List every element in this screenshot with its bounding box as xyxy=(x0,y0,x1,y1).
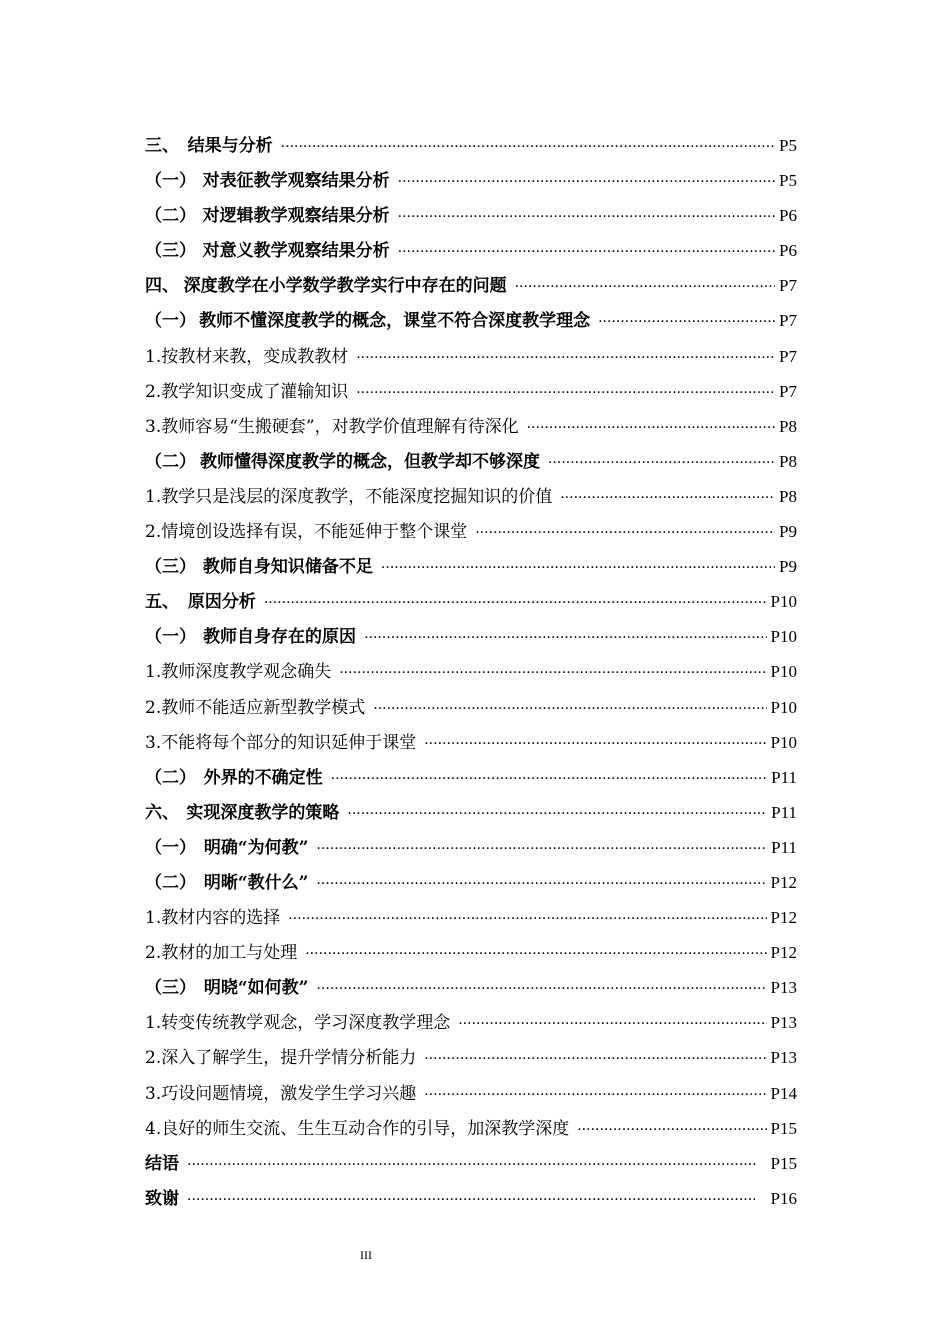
toc-entry-title: 结语 xyxy=(145,1153,179,1174)
toc-entry-number: （三） xyxy=(145,978,196,999)
toc-entry-page: P10 xyxy=(770,732,797,752)
toc-entry-number: （二） xyxy=(145,767,196,788)
toc-entry-page: P8 xyxy=(779,416,797,436)
dot-leader xyxy=(356,341,775,376)
toc-entry-title: 教师不懂深度教学的概念，课堂不符合深度教学理念 xyxy=(199,311,591,332)
toc-entry-title: 结果与分析 xyxy=(187,136,273,156)
toc-entry[interactable] xyxy=(145,233,797,268)
dot-leader xyxy=(527,411,775,446)
dot-leader xyxy=(331,762,768,797)
toc-entry[interactable] xyxy=(145,303,797,338)
toc-entry-number: （三） xyxy=(145,557,196,578)
toc-entry-page: P6 xyxy=(779,206,797,226)
toc-entry-title: 深度教学在小学数学教学实行中存在的问题 xyxy=(183,276,507,297)
toc-entry-number: （二） xyxy=(145,872,196,893)
dot-leader xyxy=(475,516,775,551)
toc-entry[interactable] xyxy=(145,654,797,689)
toc-entry-title: 3.巧设问题情境，激发学生学习兴趣 xyxy=(145,1083,417,1104)
toc-entry-title: 1.转变传统教学观念，学习深度教学理念 xyxy=(145,1013,451,1034)
toc-entry-title: 2.深入了解学生，提升学情分析能力 xyxy=(145,1048,417,1069)
toc-entry-title: 对逻辑教学观察结果分析 xyxy=(202,206,390,227)
toc-entry-title: 1.按教材来教，变成教教材 xyxy=(145,346,349,367)
toc-entry-title: 2.情境创设选择有误，不能延伸于整个课堂 xyxy=(145,522,468,543)
toc-entry-title: 外界的不确定性 xyxy=(203,767,323,788)
toc-entry-page: P12 xyxy=(770,872,797,892)
dot-leader xyxy=(347,797,767,832)
dot-leader xyxy=(373,692,766,727)
toc-entry[interactable] xyxy=(145,865,797,900)
toc-entry-page: P11 xyxy=(771,802,797,822)
toc-entry[interactable] xyxy=(145,690,797,725)
toc-entry[interactable] xyxy=(145,163,797,198)
toc-entry-page: P14 xyxy=(770,1083,797,1103)
toc-entry-number: （一） xyxy=(145,627,196,648)
toc-entry[interactable] xyxy=(145,1040,797,1075)
toc-entry-page: P15 xyxy=(770,1118,797,1138)
toc-entry-page: P8 xyxy=(779,451,797,471)
dot-leader xyxy=(288,902,766,937)
toc-entry-number: 六、 xyxy=(145,802,179,823)
toc-entry-title: 原因分析 xyxy=(187,592,256,613)
toc-entry[interactable] xyxy=(145,1111,797,1146)
toc-entry-number: 三、 xyxy=(145,136,179,156)
toc-entry[interactable] xyxy=(145,128,797,163)
toc-entry[interactable] xyxy=(145,479,797,514)
toc-entry[interactable] xyxy=(145,198,797,233)
dot-leader xyxy=(316,867,766,902)
toc-entry[interactable] xyxy=(145,584,797,619)
dot-leader xyxy=(316,972,766,1007)
toc-entry[interactable] xyxy=(145,795,797,830)
toc-entry[interactable] xyxy=(145,900,797,935)
dot-leader xyxy=(364,621,766,656)
table-of-contents xyxy=(145,128,797,1216)
toc-entry-number: （二） xyxy=(145,451,196,472)
dot-leader xyxy=(398,235,775,270)
dot-leader xyxy=(560,481,775,516)
toc-entry-page: P5 xyxy=(779,136,797,155)
toc-entry-page: P15 xyxy=(770,1153,797,1173)
toc-entry-number: （三） xyxy=(145,241,196,262)
dot-leader xyxy=(305,937,766,972)
toc-entry[interactable] xyxy=(145,1146,797,1181)
toc-entry[interactable] xyxy=(145,970,797,1005)
dot-leader xyxy=(281,130,775,165)
dot-leader xyxy=(187,1183,767,1218)
toc-entry-title: 对意义教学观察结果分析 xyxy=(202,241,390,262)
toc-entry[interactable] xyxy=(145,549,797,584)
toc-entry-page: P9 xyxy=(779,557,797,577)
dot-leader xyxy=(339,656,766,691)
toc-entry[interactable] xyxy=(145,935,797,970)
toc-entry-title: 2.教材的加工与处理 xyxy=(145,943,298,964)
toc-entry-title: 4.良好的师生交流、生生互动合作的引导，加深教学深度 xyxy=(145,1118,570,1139)
toc-entry[interactable] xyxy=(145,1005,797,1040)
toc-entry-title: 2.教师不能适应新型教学模式 xyxy=(145,697,366,718)
toc-entry[interactable] xyxy=(145,725,797,760)
toc-entry-page: P11 xyxy=(771,837,797,857)
toc-entry-title: 3.教师容易“生搬硬套”，对教学价值理解有待深化 xyxy=(145,416,519,437)
dot-leader xyxy=(398,200,775,235)
dot-leader xyxy=(458,1007,766,1042)
toc-entry-page: P10 xyxy=(770,592,797,612)
toc-entry[interactable] xyxy=(145,830,797,865)
dot-leader xyxy=(264,586,767,621)
toc-entry-page: P8 xyxy=(779,486,797,506)
toc-entry-title: 实现深度教学的策略 xyxy=(186,802,340,823)
toc-entry-number: （二） xyxy=(145,206,196,227)
toc-entry-number: （一） xyxy=(145,837,196,858)
toc-entry-title: 3.不能将每个部分的知识延伸于课堂 xyxy=(145,732,417,753)
toc-entry-title: 1.教学只是浅层的深度教学，不能深度挖掘知识的价值 xyxy=(145,486,553,507)
toc-entry-title: 致谢 xyxy=(145,1188,179,1209)
toc-entry[interactable] xyxy=(145,374,797,409)
toc-entry[interactable] xyxy=(145,268,797,303)
toc-entry[interactable] xyxy=(145,409,797,444)
toc-entry[interactable] xyxy=(145,339,797,374)
toc-entry-title: 教师自身存在的原因 xyxy=(203,627,357,648)
toc-entry-title: 1.教师深度教学观念确失 xyxy=(145,662,332,683)
toc-entry-page: P13 xyxy=(770,1048,797,1068)
toc-entry-number: （一） xyxy=(145,171,196,192)
dot-leader xyxy=(316,832,767,867)
page-number-footer: III xyxy=(360,1248,372,1262)
dot-leader xyxy=(598,305,775,340)
toc-entry-page: P11 xyxy=(771,767,797,787)
dot-leader xyxy=(424,727,766,762)
toc-entry-page: P10 xyxy=(770,697,797,717)
toc-entry[interactable] xyxy=(145,1076,797,1111)
toc-entry-title: 明晓“如何教” xyxy=(203,978,309,999)
toc-entry-number: （一） xyxy=(145,311,196,332)
dot-leader xyxy=(515,270,775,305)
toc-entry[interactable] xyxy=(145,1181,797,1216)
toc-entry-page: P5 xyxy=(779,171,797,191)
dot-leader xyxy=(381,551,775,586)
toc-entry-page: P7 xyxy=(779,311,797,331)
toc-entry-page: P16 xyxy=(770,1188,797,1208)
toc-entry-page: P7 xyxy=(779,381,797,401)
toc-entry-page: P12 xyxy=(770,908,797,928)
toc-entry-page: P7 xyxy=(779,276,797,296)
toc-entry-page: P6 xyxy=(779,241,797,261)
dot-leader xyxy=(187,1148,767,1183)
toc-entry-page: P10 xyxy=(770,627,797,647)
toc-entry-title: 明确“为何教” xyxy=(203,837,309,858)
toc-entry-title: 2.教学知识变成了灌输知识 xyxy=(145,381,349,402)
dot-leader xyxy=(356,376,775,411)
toc-entry[interactable] xyxy=(145,760,797,795)
toc-entry-number: 四、 xyxy=(145,276,179,297)
toc-entry-page: P10 xyxy=(770,662,797,682)
toc-entry-page: P9 xyxy=(779,522,797,542)
toc-entry-title: 教师自身知识储备不足 xyxy=(202,557,373,578)
toc-entry-page: P13 xyxy=(770,1013,797,1033)
dot-leader xyxy=(548,446,775,481)
toc-entry-title: 明晰“教什么” xyxy=(203,872,309,893)
toc-entry-page: P7 xyxy=(779,346,797,366)
dot-leader xyxy=(424,1078,766,1113)
toc-entry-page: P12 xyxy=(770,943,797,963)
dot-leader xyxy=(398,165,775,200)
toc-entry-title: 教师懂得深度教学的概念，但教学却不够深度 xyxy=(199,451,540,472)
dot-leader xyxy=(424,1042,766,1077)
dot-leader xyxy=(577,1113,766,1148)
toc-entry-page: P13 xyxy=(770,978,797,998)
toc-entry[interactable] xyxy=(145,619,797,654)
toc-entry-title: 1.教材内容的选择 xyxy=(145,908,281,929)
toc-entry-title: 对表征教学观察结果分析 xyxy=(202,171,390,192)
toc-entry[interactable] xyxy=(145,444,797,479)
toc-entry-number: 五、 xyxy=(145,592,179,613)
toc-entry[interactable] xyxy=(145,514,797,549)
